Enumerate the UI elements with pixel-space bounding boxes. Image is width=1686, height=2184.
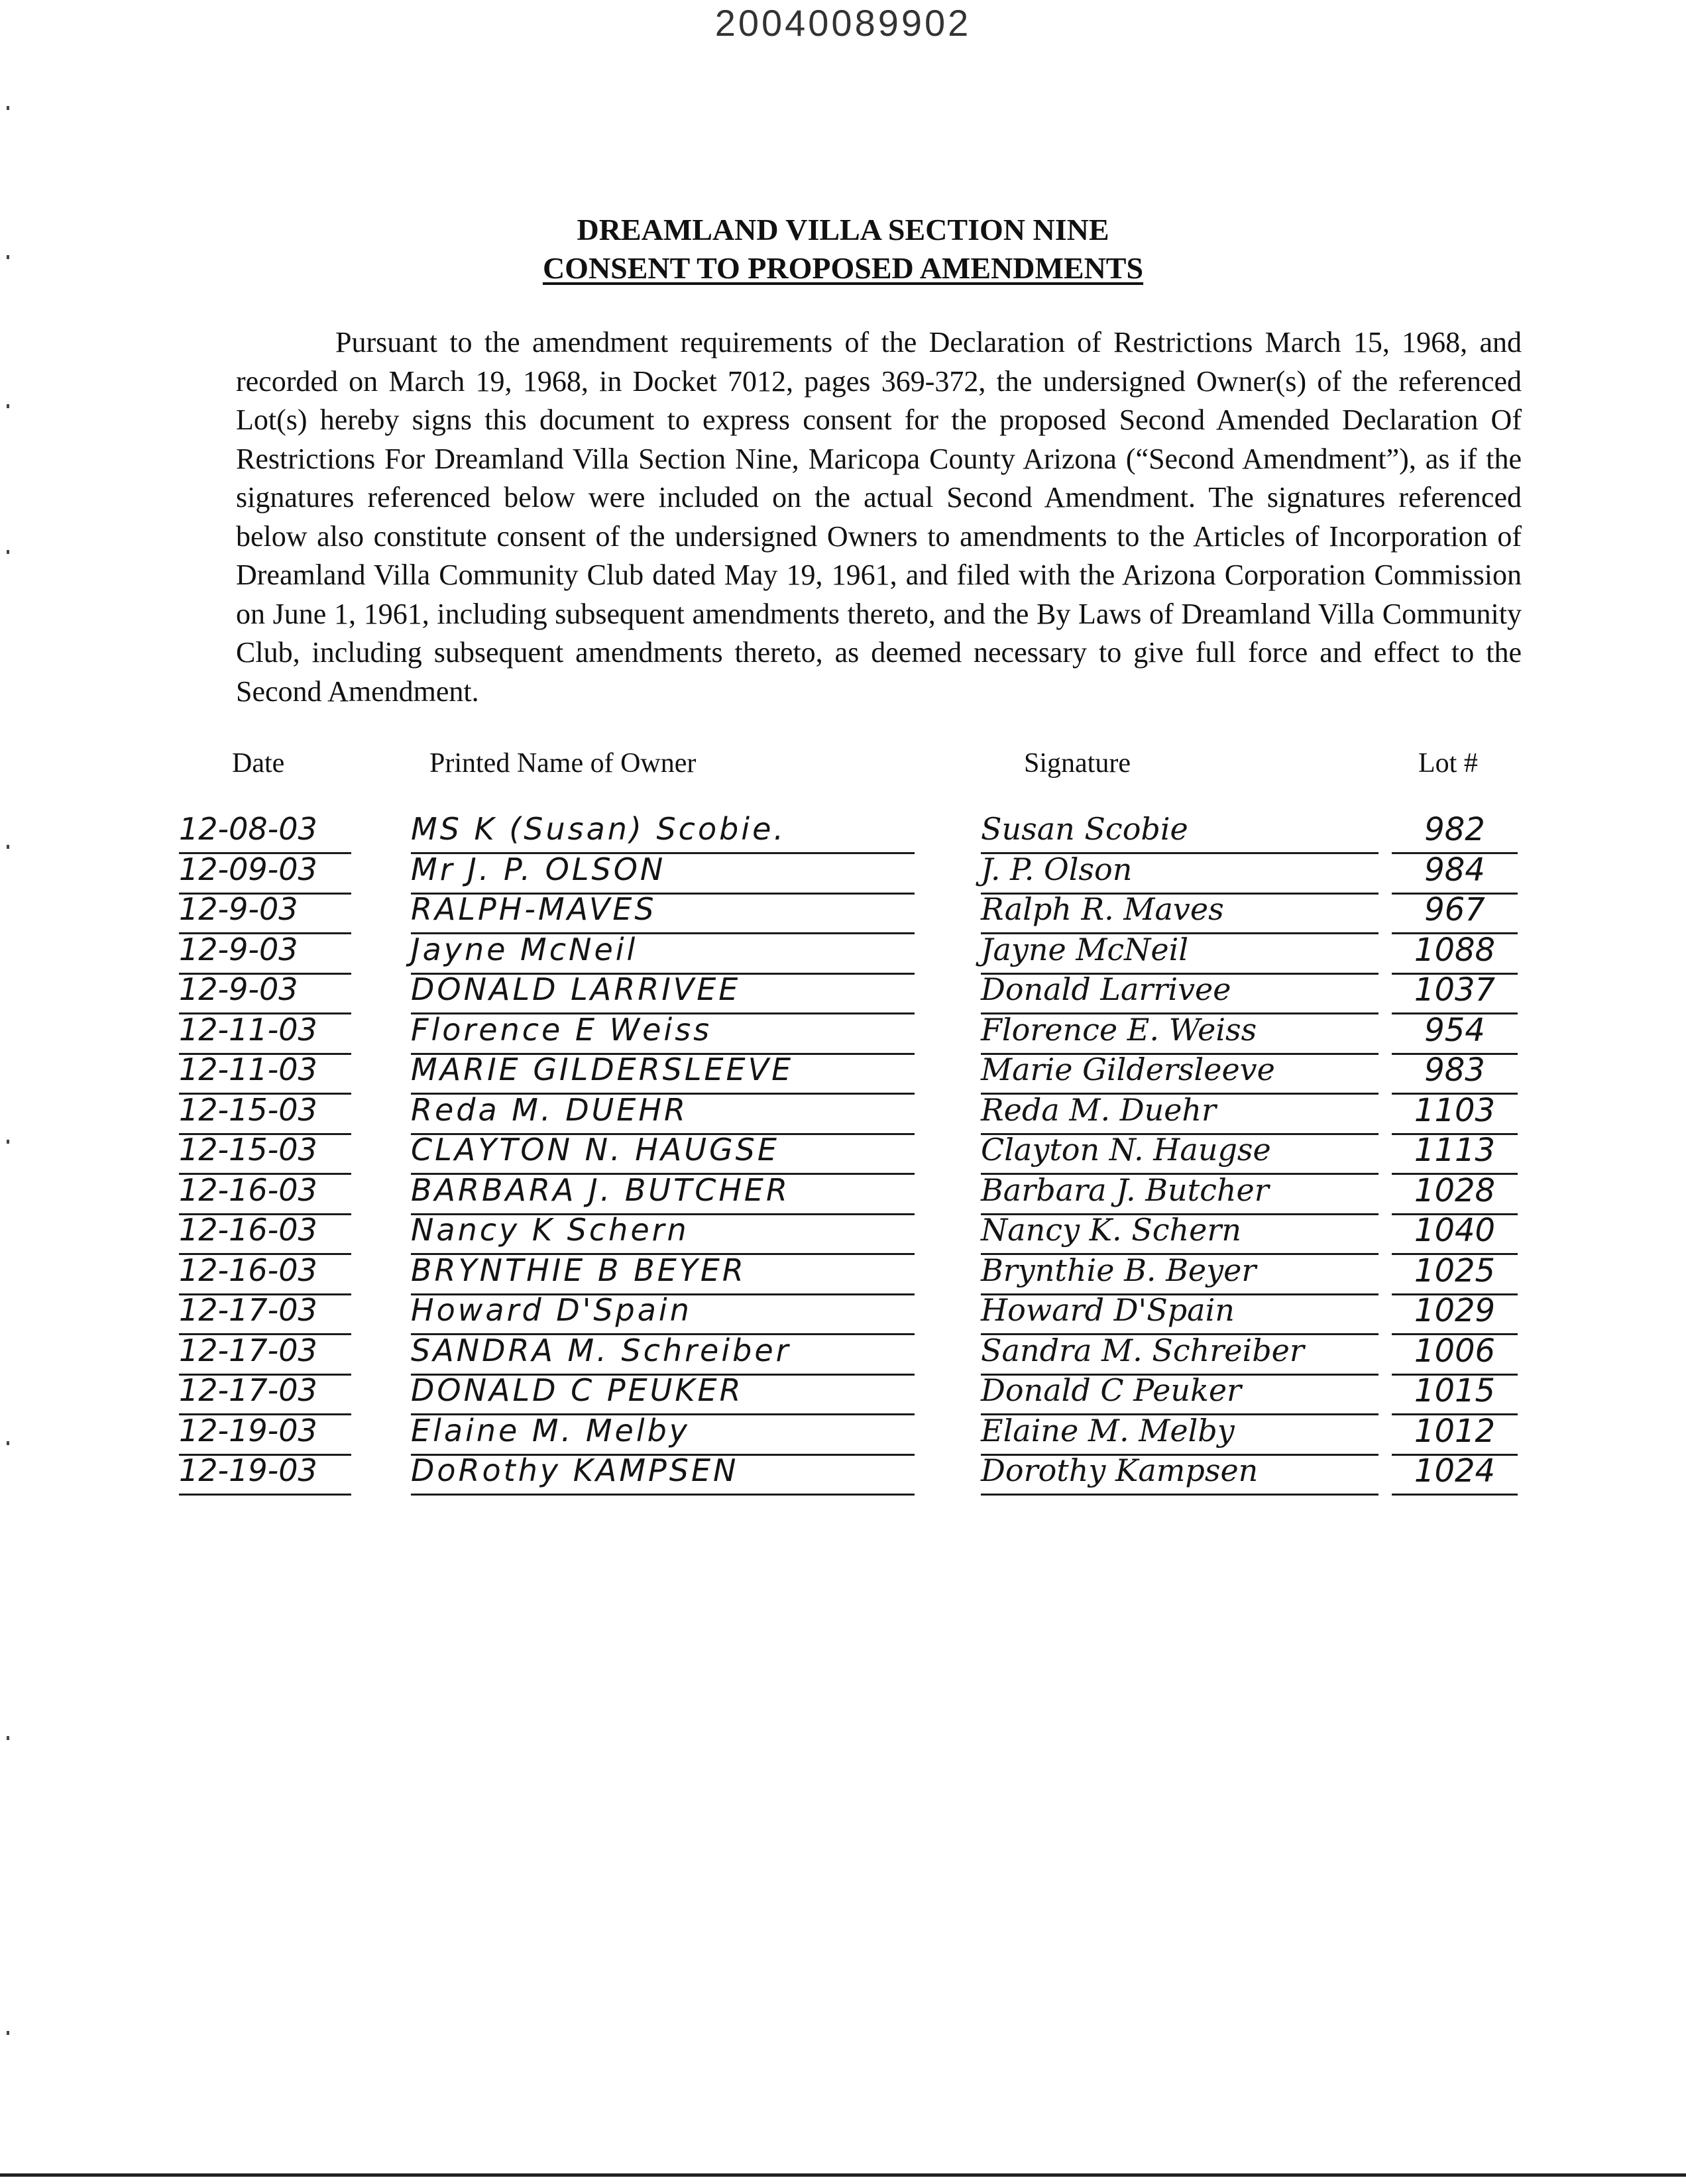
lot-number-cell: 1012 bbox=[1414, 1413, 1496, 1450]
signature-cell: Barbara J. Butcher bbox=[981, 1172, 1269, 1208]
document-subtitle bbox=[0, 249, 1686, 288]
lot-number-cell: 1015 bbox=[1414, 1372, 1496, 1409]
table-row bbox=[0, 1172, 1686, 1216]
table-row bbox=[0, 1132, 1686, 1175]
printed-name-cell: DONALD LARRIVEE bbox=[411, 971, 741, 1007]
lot-number-cell: 1088 bbox=[1414, 932, 1496, 969]
underline-rule bbox=[179, 1494, 351, 1496]
date-cell: 12-9-03 bbox=[179, 932, 298, 967]
header-signature: Signature bbox=[1024, 748, 1131, 779]
date-cell: 12-17-03 bbox=[179, 1372, 317, 1408]
date-cell: 12-15-03 bbox=[179, 1092, 317, 1128]
table-row bbox=[0, 1292, 1686, 1336]
signature-cell: Clayton N. Haugse bbox=[981, 1132, 1271, 1168]
header-date: Date bbox=[232, 748, 285, 779]
signature-cell: Sandra M. Schreiber bbox=[981, 1333, 1304, 1368]
printed-name-cell: Elaine M. Melby bbox=[411, 1413, 691, 1448]
signature-cell: Susan Scobie bbox=[981, 811, 1188, 847]
consent-paragraph: Pursuant to the amendment requirements of the Declaration of Restrictions March 15, 1968, and recorded on March 19, 1968, in Docket 7012, pages 369-372, the undersigned Owner(s) of the referenced Lot(s) hereby signs this document to express consent for the proposed Second Amended Declaration Of Restrictions For Dreamland Villa Section Nine, Maricopa County Arizona (“Second Amendment”), as if the signatures referenced below were included on the actual Second Amendment. The signatures referenced below also constitute consent of the undersigned Owners to amendments to the Articles of Incorporation of Dreamland Villa Community Club dated May 19, 1961, and filed with the Arizona Corporation Commission on June 1, 1961, including subsequent amendments thereto, and the By Laws of Dreamland Villa Community Club, including subsequent amendments thereto, as deemed necessary to give full force and effect to the Second Amendment. bbox=[236, 326, 1522, 708]
table-row bbox=[0, 971, 1686, 1015]
scan-mark bbox=[7, 550, 9, 554]
scan-mark bbox=[7, 845, 9, 849]
date-cell: 12-9-03 bbox=[179, 891, 298, 927]
printed-name-cell: DoRothy KAMPSEN bbox=[411, 1452, 739, 1488]
printed-name-cell: Howard D'Spain bbox=[411, 1292, 692, 1328]
date-cell: 12-17-03 bbox=[179, 1333, 317, 1368]
printed-name-cell: DONALD C PEUKER bbox=[411, 1372, 744, 1408]
lot-number-cell: 1025 bbox=[1414, 1252, 1496, 1289]
lot-number-cell: 954 bbox=[1424, 1012, 1485, 1049]
date-cell: 12-19-03 bbox=[179, 1413, 317, 1448]
lot-number-cell: 1028 bbox=[1414, 1172, 1496, 1209]
signature-cell: Brynthie B. Beyer bbox=[981, 1252, 1257, 1288]
table-row bbox=[0, 1212, 1686, 1256]
printed-name-cell: Jayne McNeil bbox=[411, 932, 638, 967]
table-row bbox=[0, 1333, 1686, 1376]
signature-cell: Florence E. Weiss bbox=[981, 1012, 1257, 1048]
lot-number-cell: 1103 bbox=[1414, 1092, 1496, 1129]
underline-rule bbox=[1392, 1494, 1518, 1496]
lot-number-cell: 982 bbox=[1424, 811, 1485, 848]
date-cell: 12-15-03 bbox=[179, 1132, 317, 1168]
printed-name-cell: RALPH-MAVES bbox=[411, 891, 657, 927]
printed-name-cell: Nancy K Schern bbox=[411, 1212, 689, 1248]
date-cell: 12-19-03 bbox=[179, 1452, 317, 1488]
printed-name-cell: Mr J. P. OLSON bbox=[411, 851, 666, 887]
lot-number-cell: 984 bbox=[1424, 851, 1485, 889]
date-cell: 12-11-03 bbox=[179, 1012, 317, 1048]
printed-name-cell: BRYNTHIE B BEYER bbox=[411, 1252, 746, 1288]
date-cell: 12-11-03 bbox=[179, 1052, 317, 1087]
printed-name-cell: MARIE GILDERSLEEVE bbox=[411, 1052, 794, 1087]
table-row bbox=[0, 811, 1686, 855]
signature-cell: Jayne McNeil bbox=[981, 932, 1189, 967]
signature-cell: Howard D'Spain bbox=[981, 1292, 1235, 1328]
table-row bbox=[0, 1092, 1686, 1136]
lot-number-cell: 1024 bbox=[1414, 1452, 1496, 1490]
signature-cell: Marie Gildersleeve bbox=[981, 1052, 1275, 1087]
table-row bbox=[0, 1413, 1686, 1456]
scan-mark bbox=[7, 106, 9, 110]
date-cell: 12-16-03 bbox=[179, 1252, 317, 1288]
table-row bbox=[0, 1372, 1686, 1416]
table-row bbox=[0, 1012, 1686, 1056]
date-cell: 12-9-03 bbox=[179, 971, 298, 1007]
table-row bbox=[0, 851, 1686, 895]
scan-mark bbox=[7, 1441, 9, 1445]
printed-name-cell: CLAYTON N. HAUGSE bbox=[411, 1132, 779, 1168]
table-row bbox=[0, 891, 1686, 935]
signature-cell: Donald Larrivee bbox=[981, 971, 1231, 1007]
lot-number-cell: 1040 bbox=[1414, 1212, 1496, 1249]
date-cell: 12-09-03 bbox=[179, 851, 317, 887]
scan-mark bbox=[7, 404, 9, 408]
table-row bbox=[0, 1252, 1686, 1296]
table-row bbox=[0, 932, 1686, 975]
underline-rule bbox=[411, 1494, 915, 1496]
printed-name-cell: MS K (Susan) Scobie. bbox=[411, 811, 787, 847]
table-row bbox=[0, 1452, 1686, 1496]
lot-number-cell: 1037 bbox=[1414, 971, 1496, 1009]
date-cell: 12-16-03 bbox=[179, 1172, 317, 1208]
scan-mark bbox=[7, 1140, 9, 1144]
printed-name-cell: SANDRA M. Schreiber bbox=[411, 1333, 791, 1368]
lot-number-cell: 1113 bbox=[1414, 1132, 1496, 1169]
signature-cell: Nancy K. Schern bbox=[981, 1212, 1242, 1248]
document-title: DREAMLAND VILLA SECTION NINE bbox=[577, 213, 1109, 246]
table-row bbox=[0, 1052, 1686, 1095]
header-lot: Lot # bbox=[1418, 748, 1478, 779]
underline-rule bbox=[981, 1494, 1378, 1496]
lot-number-cell: 1006 bbox=[1414, 1333, 1496, 1370]
signature-cell: Reda M. Duehr bbox=[981, 1092, 1217, 1128]
document-number: 20040089902 bbox=[714, 2, 972, 44]
subtitle-text: CONSENT TO PROPOSED AMENDMENTS bbox=[542, 251, 1144, 285]
header-printed-name: Printed Name of Owner bbox=[429, 748, 697, 779]
printed-name-cell: Reda M. DUEHR bbox=[411, 1092, 688, 1128]
lot-number-cell: 967 bbox=[1424, 891, 1485, 928]
scan-mark bbox=[7, 255, 9, 259]
date-cell: 12-17-03 bbox=[179, 1292, 317, 1328]
lot-number-cell: 983 bbox=[1424, 1052, 1485, 1089]
signature-cell: Dorothy Kampsen bbox=[981, 1452, 1259, 1488]
signature-cell: Elaine M. Melby bbox=[981, 1413, 1235, 1448]
page-bottom-border bbox=[0, 2173, 1686, 2177]
scan-mark bbox=[7, 2031, 9, 2035]
printed-name-cell: BARBARA J. BUTCHER bbox=[411, 1172, 790, 1208]
signature-cell: J. P. Olson bbox=[981, 851, 1133, 887]
signature-cell: Ralph R. Maves bbox=[981, 891, 1224, 927]
date-cell: 12-08-03 bbox=[179, 811, 317, 847]
printed-name-cell: Florence E Weiss bbox=[411, 1012, 712, 1048]
signature-cell: Donald C Peuker bbox=[981, 1372, 1242, 1408]
lot-number-cell: 1029 bbox=[1414, 1292, 1496, 1329]
date-cell: 12-16-03 bbox=[179, 1212, 317, 1248]
scan-mark bbox=[7, 1736, 9, 1740]
